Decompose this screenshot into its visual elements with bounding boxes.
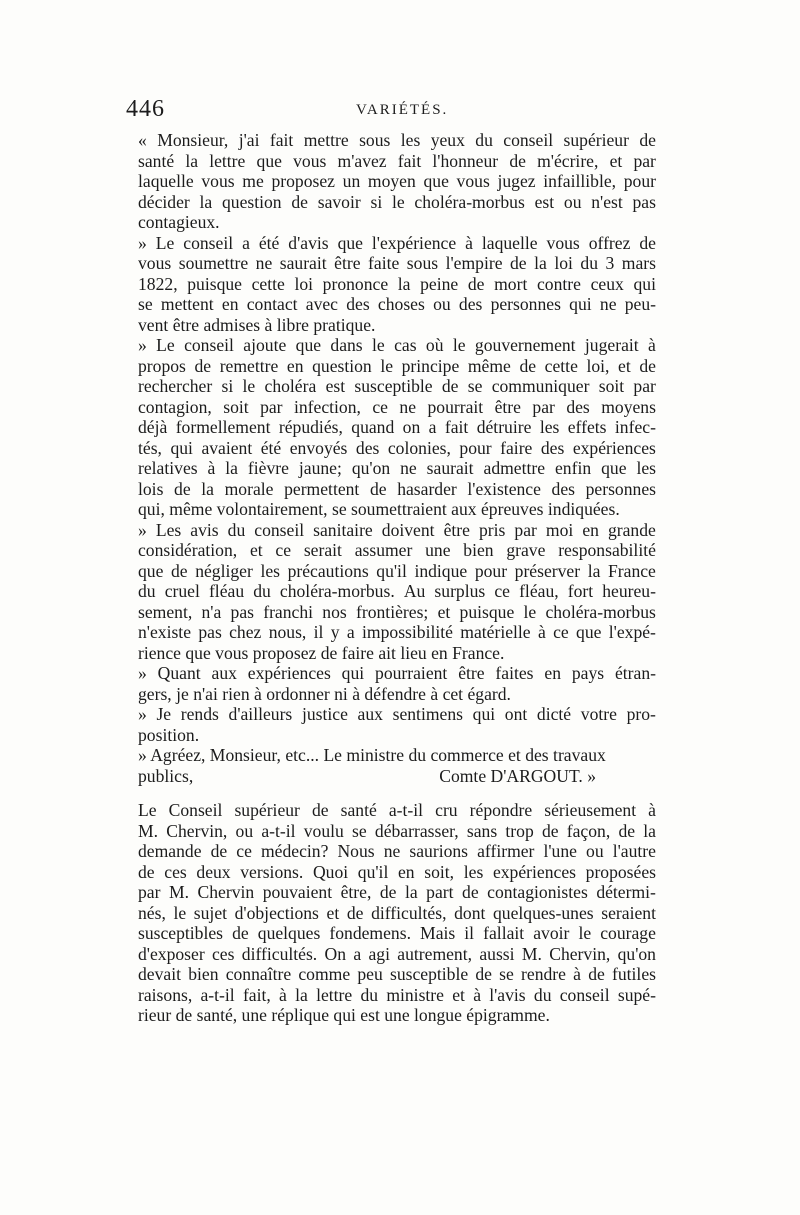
- text-line: » Je rends d'ailleurs justice aux sentimens qui ont dicté votre pro-: [138, 704, 656, 724]
- letter-paragraph: [138, 233, 656, 336]
- text-line: » Quant aux expériences qui pourraient être faites en pays étran-: [138, 663, 656, 683]
- text-line: raisons, a-t-il fait, à la lettre du ministre et à l'avis du conseil supé-: [138, 984, 656, 1005]
- text-line: 1822, puisque cette loi prononce la peine de mort contre ceux qui: [138, 273, 656, 294]
- text-line: « Monsieur, j'ai fait mettre sous les yeux du conseil supérieur de: [138, 130, 656, 150]
- text-line: devait bien connaître comme peu susceptible de se rendre à de futiles: [138, 964, 656, 984]
- text-line: » Les avis du conseil sanitaire doivent être pris par moi en grande: [138, 519, 656, 540]
- text-line: relatives à la fièvre jaune; qu'on ne saurait admettre enfin que les: [138, 458, 656, 478]
- text-line: sement, n'a pas franchi nos frontières; et puisque le choléra-morbus: [138, 601, 656, 622]
- signature-line: [138, 766, 656, 787]
- text-line: qui, même volontairement, se soumettraient aux épreuves indiquées.: [138, 499, 620, 519]
- text-line: nés, le sujet d'objections et de difficultés, dont quelques-unes seraient: [138, 902, 656, 923]
- letter-paragraph: [138, 704, 656, 745]
- text-line: propos de remettre en question le principe même de cette loi, et de: [138, 355, 656, 376]
- letter-paragraph: [138, 745, 656, 766]
- commentary-paragraph: [138, 800, 656, 1026]
- signature-name: Comte D'ARGOUT. »: [439, 765, 596, 786]
- text-line: d'exposer ces difficultés. On a agi autrement, aussi M. Chervin, qu'on: [138, 943, 656, 964]
- text-line: » Le conseil a été d'avis que l'expérience à laquelle vous offrez de: [138, 232, 656, 253]
- text-line: position.: [138, 724, 200, 745]
- text-line: santé la lettre que vous m'avez fait l'honneur de m'écrire, et par: [138, 150, 656, 171]
- page-header: [126, 96, 658, 126]
- signature-left: publics,: [138, 765, 194, 786]
- text-line: du cruel fléau du choléra-morbus. Au surplus ce fléau, fort heureu-: [138, 581, 656, 601]
- text-line: considération, et ce serait assumer une bien grave responsabilité: [138, 540, 656, 560]
- text-line: tés, qui avaient été envoyés des colonies, pour faire des expériences: [138, 437, 656, 458]
- text-line: que de négliger les précautions qu'il indique pour préserver la France: [138, 560, 656, 581]
- text-line: rience que vous proposez de faire ait lieu en France.: [138, 642, 505, 663]
- page-number: 446: [126, 96, 165, 122]
- text-line: contagion, soit par infection, ce ne pourrait être par des moyens: [138, 396, 656, 417]
- letter-paragraph: [138, 663, 656, 704]
- text-line: par M. Chervin pouvaient être, de la part de contagionistes détermi-: [138, 882, 656, 902]
- text-line: demande de ce médecin? Nous ne saurions affirmer l'une ou l'autre: [138, 841, 656, 861]
- text-line: vent être admises à libre pratique.: [138, 314, 376, 335]
- text-line: contagieux.: [138, 212, 220, 232]
- text-line: lois de la morale permettent de hasarder l'existence des personnes: [138, 478, 656, 499]
- letter-paragraph: [138, 520, 656, 664]
- running-head: VARIÉTÉS.: [356, 102, 449, 118]
- text-line: de ces deux versions. Quoi qu'il en soit, les expériences proposées: [138, 861, 656, 882]
- text-line: gers, je n'ai rien à ordonner ni à défendre à cet égard.: [138, 683, 511, 704]
- text-line: susceptibles de quelques fondemens. Mais il fallait avoir le courage: [138, 923, 656, 943]
- text-line: rieur de santé, une réplique qui est une longue épigramme.: [138, 1005, 550, 1025]
- text-line: » Agréez, Monsieur, etc... Le ministre du commerce et des travaux: [138, 745, 606, 765]
- text-line: » Le conseil ajoute que dans le cas où le gouvernement jugerait à: [138, 335, 656, 355]
- text-line: vous soumettre ne saurait être faite sous l'empire de la loi du 3 mars: [138, 253, 656, 273]
- letter-and-commentary-text: [138, 130, 656, 1026]
- text-line: rechercher si le choléra est susceptible de se communiquer soit par: [138, 376, 656, 396]
- text-line: décider la question de savoir si le choléra-morbus est ou n'est pas: [138, 191, 656, 212]
- text-line: n'existe pas chez nous, il y a impossibilité matérielle à ce que l'expé-: [138, 622, 656, 642]
- letter-paragraph: [138, 130, 656, 233]
- letter-paragraph: [138, 335, 656, 520]
- text-line: M. Chervin, ou a-t-il voulu se débarrasser, sans trop de façon, de la: [138, 820, 656, 841]
- text-line: se mettent en contact avec des choses ou des personnes qui ne peu-: [138, 294, 656, 314]
- text-line: déjà formellement répudiés, quand on a fait détruire les effets infec-: [138, 417, 656, 437]
- text-line: Le Conseil supérieur de santé a-t-il cru répondre sérieusement à: [138, 800, 656, 820]
- text-line: laquelle vous me proposez un moyen que vous jugez infaillible, pour: [138, 171, 656, 191]
